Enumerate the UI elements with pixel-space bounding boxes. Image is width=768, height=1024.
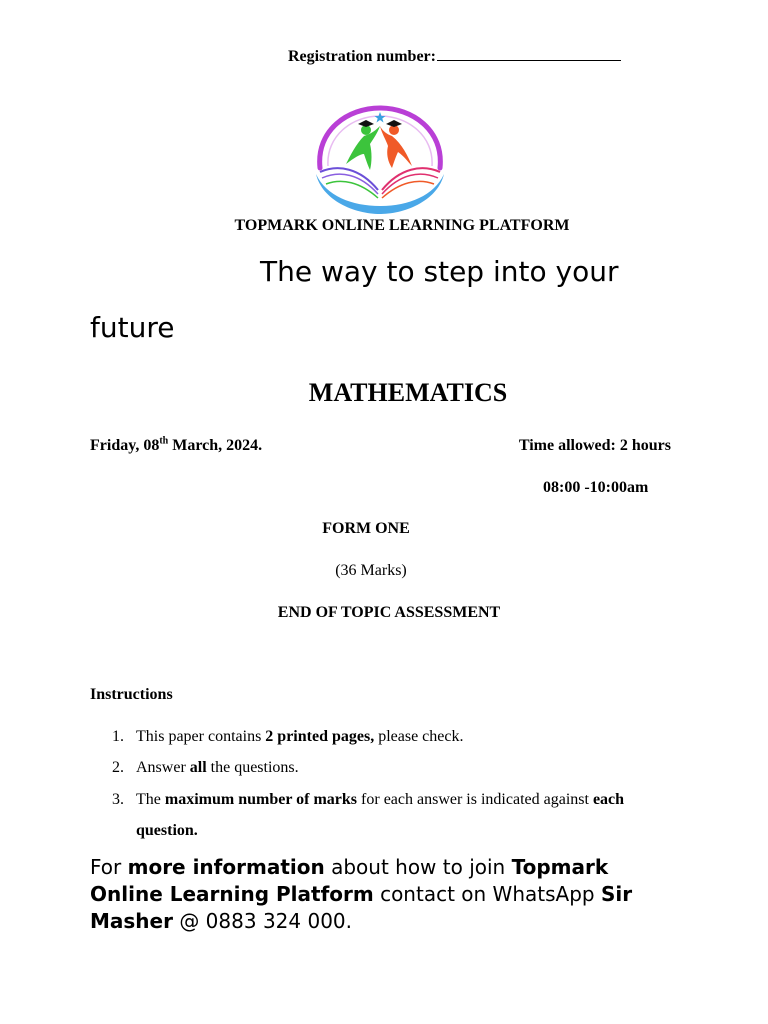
instruction-continuation: question. — [136, 822, 198, 839]
whatsapp-number: @ 0883 324 000. — [172, 909, 353, 933]
instruction-number: 1. — [112, 728, 124, 745]
subject-title: MATHEMATICS — [308, 378, 508, 407]
instructions-heading: Instructions — [90, 686, 173, 703]
registration-blank-line — [437, 48, 621, 61]
date-ordinal-suffix: th — [159, 435, 169, 447]
logo-arc-inner — [328, 116, 432, 166]
form-level: FORM ONE — [322, 520, 410, 537]
tagline-line-1: The way to step into your — [260, 255, 619, 288]
total-marks: (36 Marks) — [335, 562, 407, 579]
tagline-line-2: future — [90, 311, 175, 344]
time-allowed: Time allowed: 2 hours — [518, 437, 671, 454]
registration-number-field — [288, 48, 621, 66]
platform-name: TOPMARK ONLINE LEARNING PLATFORM — [234, 217, 570, 234]
logo-base — [316, 174, 444, 214]
logo-cap-left — [358, 120, 374, 127]
exam-date: Friday, 08th March, 2024. — [90, 435, 263, 454]
instruction-item: 2. Answer all the questions. — [112, 759, 299, 776]
logo-cap-right — [386, 120, 402, 127]
instruction-number: 2. — [112, 759, 124, 776]
topmark-logo — [308, 104, 452, 216]
time-range: 08:00 -10:00am — [543, 479, 649, 496]
logo-book-right — [382, 168, 440, 190]
instruction-number: 3. — [112, 791, 124, 808]
instruction-item: 1. This paper contains 2 printed pages, please check. — [112, 728, 464, 745]
instruction-item: 3. The maximum number of marks for each answer is indicated against each — [112, 791, 625, 808]
contact-info: For more information about how to join Topmark Online Learning Platform contact on WhatsApp Sir Masher @ 0883 324 000. — [90, 855, 633, 933]
registration-label: Registration number: — [288, 48, 436, 65]
logo-star — [375, 112, 386, 123]
logo-book-left — [320, 168, 378, 190]
assessment-type: END OF TOPIC ASSESSMENT — [277, 604, 501, 621]
